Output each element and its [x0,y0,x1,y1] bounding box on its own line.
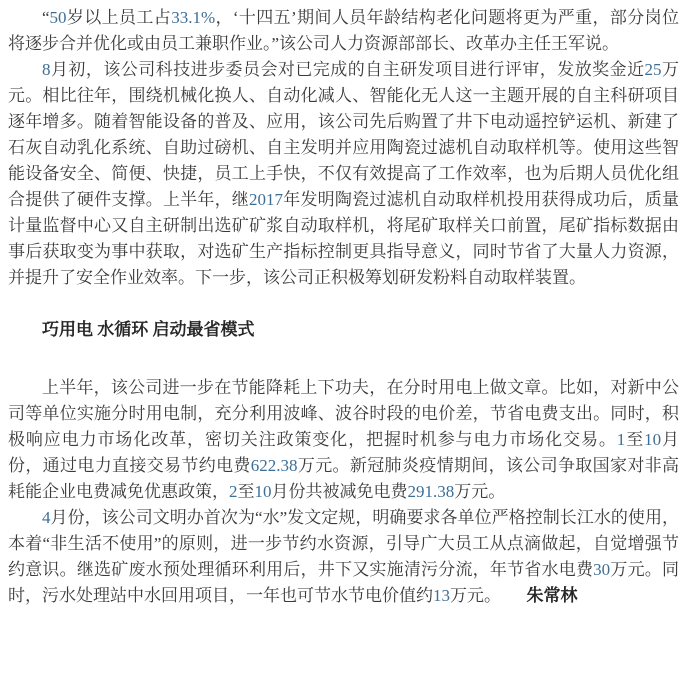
number-text: 8 [42,60,51,79]
number-text: 13 [433,586,450,605]
paragraph-electricity-saving: 上半年，该公司进一步在节能降耗上下功夫，在分时用电上做文章。比如，对新中公司等单位实施分时用电制，充分利用波峰、波谷时段的电价差，节省电费支出。同时，积极响应电力市场化改革，密切关注政策变化，把握时机参与电力市场化交易。1至10月份，通过电力直接交易节约电费622.38万元。新冠肺炎疫情期间，该公司争取国家对非高耗能企业电费减免优惠政策，2至10月份共被减免电费291.38万元。 [8,378,680,501]
number-text: 10 [254,482,272,501]
number-text: 50 [49,8,67,27]
number-text: 10 [644,430,662,449]
paragraph-tech-projects: 8月初，该公司科技进步委员会对已完成的自主研发项目进行评审，发放奖金近25万元。相比往年，围绕机械化换人、自动化减人、智能化无人这一主题开展的自主科研项目逐年增多。随着智能设备的普及、应用，该公司先后购置了井下电动遥控铲运机、新建了石灰自动乳化系统、自助过磅机、自主发明并应用陶瓷过滤机自动取样机等。使用这些智能设备安全、简便、快捷，员工上手快，不仅有效提高了工作效率，也为后期人员优化组合提供了硬件支撑。上半年，继2017年发明陶瓷过滤机自动取样机投用获得成功后，质量计量监督中心又自主研制出选矿矿浆自动取样机，将尾矿取样关口前置，尾矿指标数据由事后获取变为事中获取，对选矿生产指标控制更具指导意义，同时节省了大量人力资源，并提升了安全作业效率。下一步，该公司正积极筹划研发粉料自动取样装置。 [8,60,680,287]
number-text: 291.38 [407,482,455,501]
number-text: 1 [616,430,626,449]
number-text: 4 [42,508,51,527]
author-gap [493,586,527,605]
number-text: 33.1% [171,8,216,27]
paragraph-water-saving [8,505,679,609]
number-text: 2017 [249,190,284,209]
author-name: 朱常林 [526,586,578,605]
paragraph-quote-workforce: “50岁以上员工占33.1%，‘十四五’期间人员年龄结构老化问题将更为严重，部分岗位将逐步合并优化或由员工兼职作业。”该公司人力资源部部长、改革办主任王军说。 [8,8,679,53]
paragraph-text: 4月份，该公司文明办首次为“水”发文定规，明确要求各单位严格控制长江水的使用，本着“非生活不使用”的原则，进一步节约水资源，引导广大员工从点滴做起，自觉增强节约意识。继选矿废水预处理循环利用后，井下又实施清污分流，年节省水电费30万元。同时，污水处理站中水回用项目，一年也可节水节电价值约13万元。 [8,508,680,605]
number-text: 622.38 [250,456,298,475]
number-text: 30 [593,560,611,579]
section-heading: 巧用电 水循环 启动最省模式 [42,320,255,339]
number-text: 2 [229,482,238,501]
number-text: 25 [644,60,662,79]
